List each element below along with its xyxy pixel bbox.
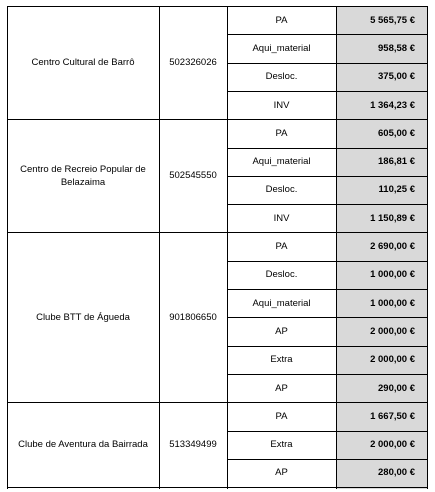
item-amount: 1 150,89 € bbox=[370, 212, 415, 224]
item-label: Aqui_material bbox=[252, 42, 311, 54]
funding-table bbox=[7, 6, 427, 492]
item-amount: 1 000,00 € bbox=[370, 269, 415, 281]
row-rule bbox=[7, 487, 427, 488]
entity-nif: 513349499 bbox=[169, 439, 217, 451]
item-amount: 1 000,00 € bbox=[370, 297, 415, 309]
item-amount: 110,25 € bbox=[378, 184, 415, 196]
row-rule bbox=[227, 346, 427, 347]
item-label: PA bbox=[275, 410, 288, 422]
item-amount: 186,81 € bbox=[378, 156, 415, 168]
entity-nif: 901806650 bbox=[169, 311, 217, 323]
item-amount: 2 000,00 € bbox=[370, 354, 415, 366]
row-rule bbox=[227, 34, 427, 35]
row-rule bbox=[227, 289, 427, 290]
column-rule bbox=[7, 6, 8, 489]
item-amount: 5 565,75 € bbox=[370, 14, 415, 26]
item-amount: 2 000,00 € bbox=[370, 439, 415, 451]
column-rule bbox=[159, 6, 160, 489]
entity-name: Centro de Recreio Popular de Belazaima bbox=[20, 163, 146, 188]
entity-name: Clube de Aventura da Bairrada bbox=[18, 439, 148, 451]
item-label: Aqui_material bbox=[252, 156, 311, 168]
item-label: Desloc. bbox=[265, 269, 298, 281]
item-label: INV bbox=[273, 212, 290, 224]
item-label: Desloc. bbox=[265, 71, 298, 83]
item-label: AP bbox=[275, 382, 288, 394]
column-rule bbox=[227, 6, 228, 489]
row-rule bbox=[227, 176, 427, 177]
item-amount: 2 690,00 € bbox=[370, 241, 415, 253]
item-label: Desloc. bbox=[265, 184, 298, 196]
item-amount: 605,00 € bbox=[378, 127, 415, 139]
item-label: INV bbox=[273, 99, 290, 111]
entity-name: Centro Cultural de Barrô bbox=[31, 57, 135, 69]
item-label: PA bbox=[275, 14, 288, 26]
row-rule bbox=[227, 459, 427, 460]
item-amount: 1 364,23 € bbox=[370, 99, 415, 111]
row-rule bbox=[7, 232, 427, 233]
item-label: Extra bbox=[270, 439, 293, 451]
row-rule bbox=[7, 6, 427, 7]
row-rule bbox=[227, 63, 427, 64]
row-rule bbox=[7, 402, 427, 403]
row-rule bbox=[227, 431, 427, 432]
item-label: PA bbox=[275, 241, 288, 253]
item-label: Aqui_material bbox=[252, 297, 311, 309]
row-rule bbox=[227, 148, 427, 149]
item-amount: 1 667,50 € bbox=[370, 410, 415, 422]
item-label: Extra bbox=[270, 354, 293, 366]
entity-nif: 502326026 bbox=[169, 57, 217, 69]
item-label: PA bbox=[275, 127, 288, 139]
item-amount: 2 000,00 € bbox=[370, 325, 415, 337]
item-amount: 290,00 € bbox=[378, 382, 415, 394]
row-rule bbox=[227, 261, 427, 262]
row-rule bbox=[227, 91, 427, 92]
item-label: AP bbox=[275, 467, 288, 479]
column-rule bbox=[336, 6, 337, 489]
item-label: AP bbox=[275, 325, 288, 337]
row-rule bbox=[227, 317, 427, 318]
row-rule bbox=[227, 374, 427, 375]
entity-name: Clube BTT de Águeda bbox=[36, 311, 130, 323]
row-rule bbox=[7, 119, 427, 120]
item-amount: 280,00 € bbox=[378, 467, 415, 479]
row-rule bbox=[227, 204, 427, 205]
entity-nif: 502545550 bbox=[169, 170, 217, 182]
item-amount: 375,00 € bbox=[378, 71, 415, 83]
item-amount: 958,58 € bbox=[378, 42, 415, 54]
column-rule bbox=[427, 6, 428, 489]
